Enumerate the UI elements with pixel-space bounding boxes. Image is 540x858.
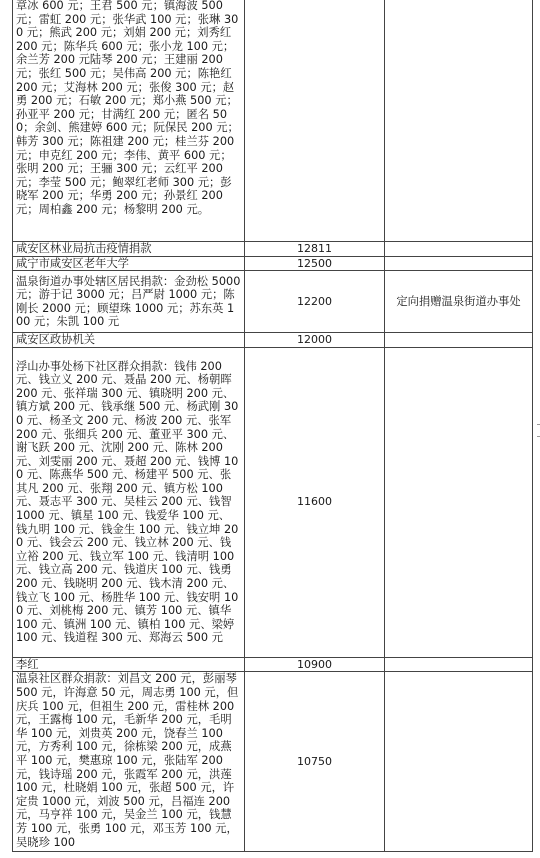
note-cell: [385, 672, 533, 852]
donor-cell: 温泉社区群众捐款：刘昌文 200 元，彭丽琴 500 元，许海意 50 元，周志勇 100 元，但庆兵 100 元，但祖生 200 元，雷桂林 200 元，王露梅 100 元，毛新华 200 元，毛明华 100 元，刘贵英 200 元，饶春兰 100 元，方秀利 100 元，徐栋梁 200 元，成燕平 100 元，樊惠琼 100 元，张陆军 200 元，钱诗瑶 200 元，张霞军 200 元，洪莲 100 元，杜晓娟 100 元，张超 500 元，许定贵 1000 元，刘波 500 元，吕福连 200 元，马亨祥 100 元，吴金兰 100 元，钱慧芳 100 元，张勇 100 元，邓玉芳 100 元，吴晓珍 100: [13, 672, 245, 852]
amount-cell: 12811: [245, 242, 385, 257]
amount-cell: [245, 0, 385, 242]
table-row: [13, 271, 533, 333]
amount-cell: 11600: [245, 347, 385, 657]
table-row: [13, 672, 533, 852]
amount-cell: 12500: [245, 256, 385, 271]
table-row: [13, 256, 533, 271]
donor-cell: 浮山办事处杨下社区群众捐款：钱伟 200 元、钱立义 200 元、聂晶 200 元、杨朝晖 200 元、张祥瑞 300 元、镇晓明 200 元、镇方斌 200 元、钱承继 500 元、杨武刚 300 元、杨圣文 200 元、杨波 200 元、张军 200 元、张细兵 200 元、董亚平 300 元、谢飞跃 200 元、沈刚 200 元、陈林 200 元、刘雯丽 200 元、聂超 200 元、钱博 100 元、陈燕华 500 元、杨建平 500 元、张其凡 200 元、张翔 200 元、镇方松 100 元、聂志平 300 元、吴桂云 200 元、钱智 1000 元、镇星 100 元、钱爱华 100 元、钱九明 100 元、钱金生 100 元、钱立坤 200 元、钱会云 200 元、钱立林 200 元、钱立裕 200 元、钱立军 100 元、钱清明 100 元、钱立高 200 元、钱道庆 100 元、钱勇 200 元、钱晓明 200 元、钱木清 200 元、钱立飞 100 元、杨胜华 100 元、钱安明 100 元、刘桃梅 200 元、镇芳 100 元、镇华 100 元、镇洲 100 元、镇柏 100 元、梁婷 100 元、钱道程 300 元、郑海云 500 元: [13, 347, 245, 657]
amount-cell: 12200: [245, 271, 385, 333]
donor-cell: 咸安区政协机关: [13, 333, 245, 348]
table-row: [13, 333, 533, 348]
amount-cell: 12000: [245, 333, 385, 348]
note-cell: [385, 242, 533, 257]
note-cell: 定向捐赠温泉街道办事处: [385, 271, 533, 333]
amount-cell: 10900: [245, 657, 385, 672]
note-cell: [385, 657, 533, 672]
table-row: [13, 657, 533, 672]
table-row: [13, 347, 533, 657]
donor-cell: 温泉街道办事处辖区居民捐款：金劲松 5000 元；游于记 3000 元；吕严尉 1000 元；陈刚长 2000 元；顾望珠 1000 元；苏东英 100 元；朱凯 100 元: [13, 271, 245, 333]
donor-cell: 咸安区林业局抗击疫情捐款: [13, 242, 245, 257]
note-cell: [385, 0, 533, 242]
note-cell: [385, 333, 533, 348]
donor-cell: 李红: [13, 657, 245, 672]
table-row: [13, 242, 533, 257]
amount-cell: 10750: [245, 672, 385, 852]
donation-table: [12, 0, 533, 852]
note-cell: [385, 347, 533, 657]
donor-cell: 咸宁市咸安区老年大学: [13, 256, 245, 271]
table-row: [13, 0, 533, 242]
donor-cell: 章冰 600 元；王君 500 元；镇海波 500 元；雷虹 200 元；张华武 100 元；张琳 300 元；熊武 200 元；刘娟 200 元；刘秀红 200 元；陈华兵 600 元；张小龙 100 元；余兰芳 200 元陆琴 200 元；王建丽 200 元；张红 500 元；吴伟高 200 元；陈艳红 200 元；艾海林 200 元；张俊 300 元；赵勇 200 元；石敏 200 元；郑小燕 500 元；孙亚平 200 元；甘满红 200 元；匿名 500；余剑、熊建婷 600 元；阮保民 200 元；韩芳 300 元；陈祖建 200 元；桂兰芬 200 元；申克红 200 元；李伟、黄平 600 元；张明 200 元；王骊 300 元；云红平 200 元；李莹 500 元；鲍翠红老师 300 元；彭晓军 200 元；华勇 200 元；孙景红 200 元；周柏鑫 200 元；杨黎明 200 元。: [13, 0, 245, 242]
note-cell: [385, 256, 533, 271]
